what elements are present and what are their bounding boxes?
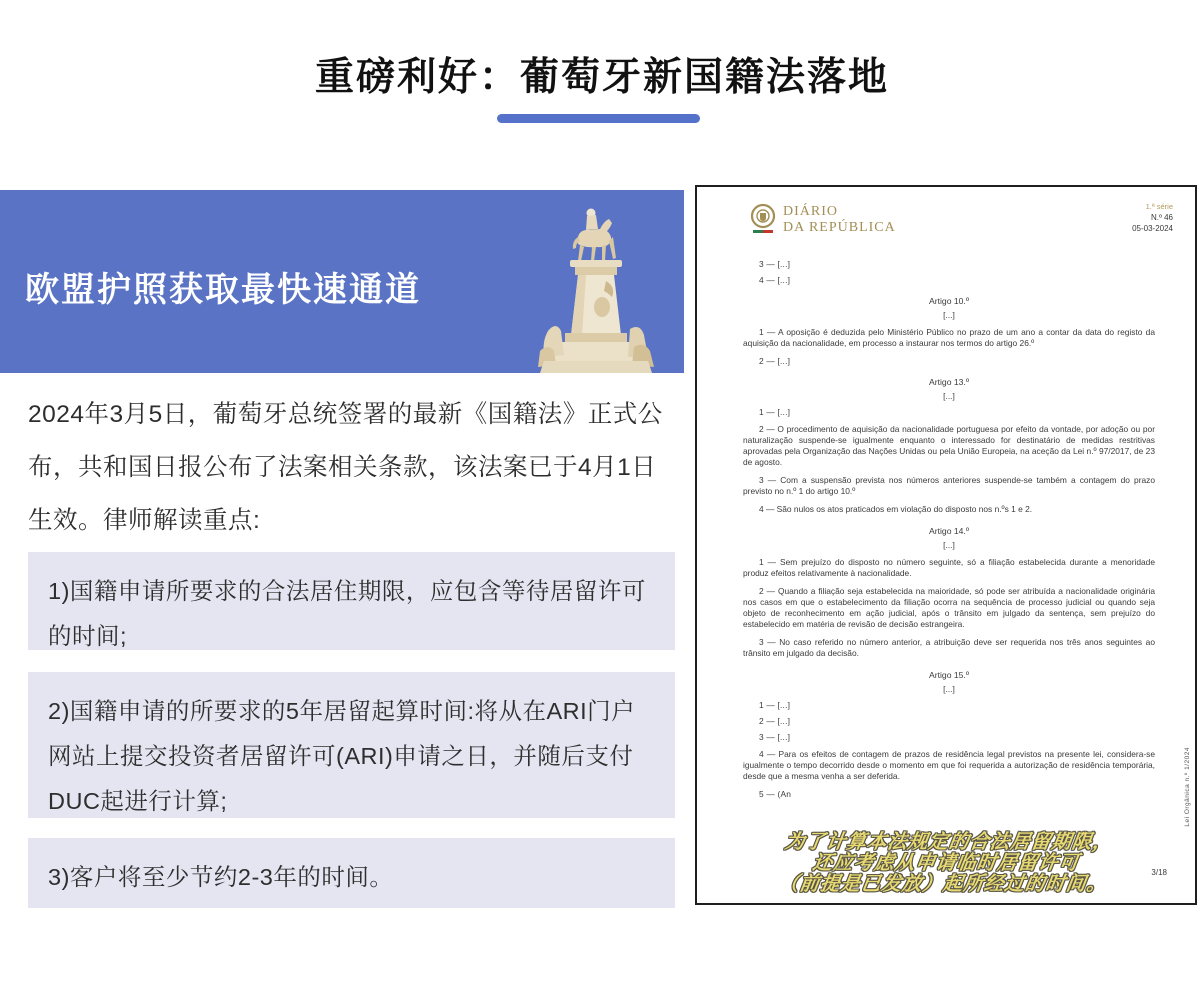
doc-body-item: 2 — [...] xyxy=(759,716,791,726)
doc-body-item: Artigo 10.º xyxy=(929,296,969,306)
doc-body-item: 4 — [...] xyxy=(759,275,791,285)
doc-body-item: 3 — [...] xyxy=(759,259,791,269)
doc-body-item: [...] xyxy=(943,684,955,694)
doc-body-item: [...] xyxy=(943,540,955,550)
doc-body-item: Artigo 15.º xyxy=(929,670,969,680)
doc-body-item: 2 — Quando a filiação seja estabelecida na maioridade, só pode ser atribuída a nacionalidade originária nos casos em que o estabelecimento da filiação ocorra na sequência de processo judicial ou quando seja objeto de reconhecimento em ação judicial, após o trânsito em julgado da sentença, sem prejuízo do estabelecido em matéria de revisão de decisão estrangeira. xyxy=(743,586,1155,629)
doc-body-item: 4 — São nulos os atos praticados em violação do disposto nos n.ºs 1 e 2. xyxy=(759,504,1033,514)
gazette-series: 1.ª série xyxy=(1145,202,1173,211)
annotation-line-3: （前提是已发放）起所经过的时间。 xyxy=(777,873,1109,895)
doc-body-item: 3 — Com a suspensão prevista nos números anteriores suspende-se também a contagem do prazo previsto no n.º 1 do artigo 10.º xyxy=(743,475,1155,496)
doc-body-item: [...] xyxy=(943,310,955,320)
annotation-line-2: 还应考虑从申请临时居留许可 xyxy=(811,852,1081,874)
doc-body-item: 1 — Sem prejuízo do disposto no número seguinte, só a filiação estabelecida durante a menoridade produz efeitos relativamente à nacionalidade. xyxy=(743,557,1155,578)
doc-body-item: 1 — [...] xyxy=(759,407,791,417)
annotation-overlay xyxy=(693,832,1200,895)
doc-body-item: [...] xyxy=(943,391,955,401)
annotation-line-1: 为了计算本法规定的合法居留期限， xyxy=(783,831,1115,853)
doc-body-item: 5 — (An xyxy=(759,789,792,799)
gazette-masthead xyxy=(697,187,1195,249)
gazette-page-number: 3/18 xyxy=(1151,868,1167,877)
statue-image xyxy=(534,203,656,373)
page-title: 重磅利好：葡萄牙新国籍法落地 xyxy=(314,56,889,99)
gazette-body xyxy=(743,253,1155,805)
doc-body-item: 1 — A oposição é deduzida pelo Ministério Público no prazo de um ano a contar da data do registo da aquisição da nacionalidade, em processo a instaurar nos termos do artigo 26.º xyxy=(743,327,1155,348)
gazette-title-line2: DA REPÚBLICA xyxy=(783,220,896,235)
doc-body-item: 2 — [...] xyxy=(759,356,791,366)
doc-body-item: 3 — [...] xyxy=(759,732,791,742)
intro-paragraph: 2024年3月5日，葡萄牙总统签署的最新《国籍法》正式公布，共和国日报公布了法案相关条款，该法案已于4月1日生效。律师解读重点: xyxy=(28,401,663,534)
gazette-side-caption: Lei Orgânica n.º 1/2024 xyxy=(1184,747,1191,827)
banner-headline: 欧盟护照获取最快速通道 xyxy=(25,271,421,309)
hero-banner xyxy=(0,190,684,373)
point-box-2: 2)国籍申请的所要求的5年居留起算时间:将从在ARI门户网站上提交投资者居留许可(ARI)申请之日，并随后支付DUC起进行计算; xyxy=(28,672,675,818)
doc-body-item: 4 — Para os efeitos de contagem de prazos de residência legal previstos na presente lei, considera-se igualmente o tempo decorrido desde o momento em que foi requerida a autorização de residência temporária, desde que a mesma venha a ser deferida. xyxy=(743,749,1155,781)
title-underline xyxy=(497,114,700,123)
doc-body-item: 2 — O procedimento de aquisição da nacionalidade portuguesa por efeito da vontade, por adoção ou por naturalização suspende-se igualmente enquanto o interessado for destinatário de medidas restritivas aprovadas pela Organização das Nações Unidas ou pela União Europeia, na aceção da Lei n.º 97/2017, de 23 de agosto. xyxy=(743,424,1155,467)
gazette-title xyxy=(783,204,896,236)
doc-body-item: 1 — [...] xyxy=(759,700,791,710)
gazette-document xyxy=(695,185,1197,905)
doc-body-item: 3 — No caso referido no número anterior, a atribuição deve ser requerida nos três anos seguintes ao trânsito em julgado da decisão. xyxy=(743,637,1155,658)
gazette-title-line1: DIÁRIO xyxy=(783,204,838,219)
gazette-number: N.º 46 xyxy=(1150,213,1173,222)
doc-body-item: Artigo 13.º xyxy=(929,377,969,387)
gazette-date: 05-03-2024 xyxy=(1132,224,1173,233)
doc-body-item: Artigo 14.º xyxy=(929,526,969,536)
point-box-1: 1)国籍申请所要求的合法居住期限，应包含等待居留许可的时间; xyxy=(28,552,675,650)
point-box-3: 3)客户将至少节约2-3年的时间。 xyxy=(28,838,675,908)
republic-emblem-icon xyxy=(749,203,777,235)
gazette-meta xyxy=(1132,201,1173,234)
